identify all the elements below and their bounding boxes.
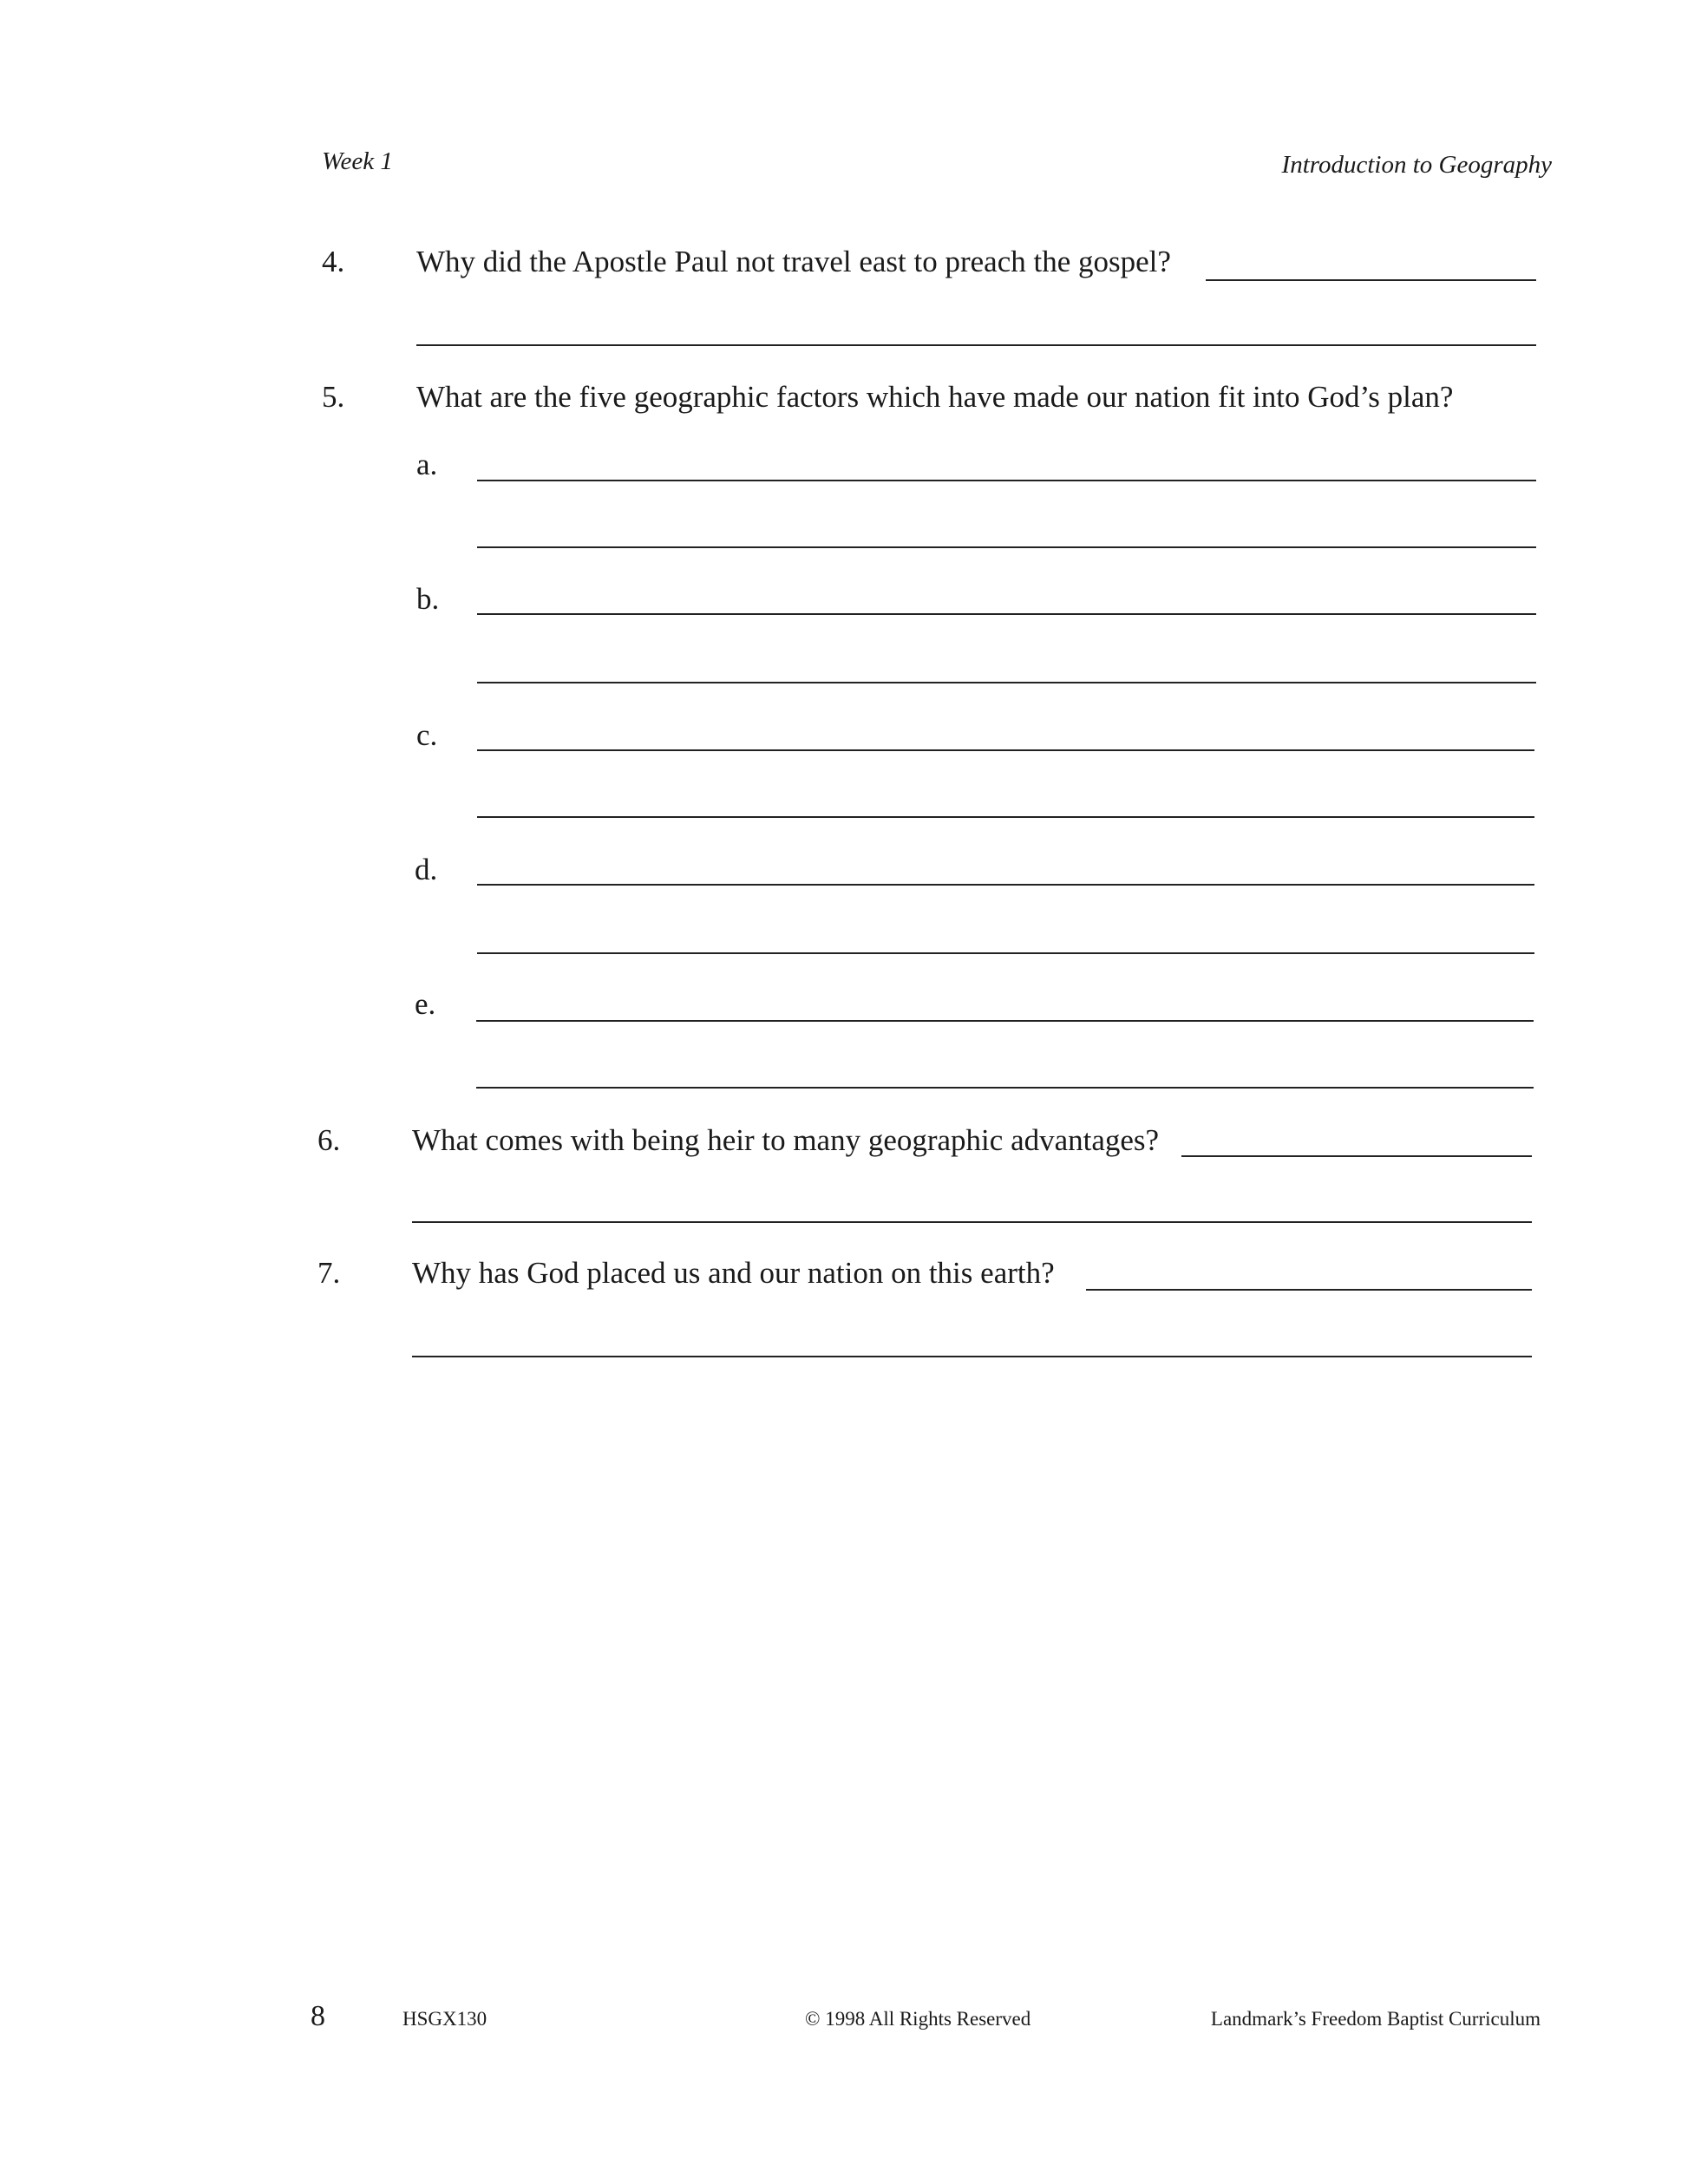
publisher: Landmark’s Freedom Baptist Curriculum xyxy=(1210,2008,1541,2030)
answer-line[interactable] xyxy=(477,546,1536,548)
answer-line[interactable] xyxy=(476,1020,1534,1022)
question-7-text: Why has God placed us and our nation on this earth? xyxy=(412,1256,1055,1290)
question-4-number: 4. xyxy=(322,245,345,278)
header-week: Week 1 xyxy=(322,147,393,175)
answer-line[interactable] xyxy=(1181,1155,1532,1157)
answer-line[interactable] xyxy=(412,1356,1532,1357)
course-code: HSGX130 xyxy=(402,2008,487,2030)
copyright: © 1998 All Rights Reserved xyxy=(805,2008,1031,2030)
answer-line[interactable] xyxy=(1206,279,1536,281)
answer-line[interactable] xyxy=(477,480,1536,481)
sub-label-a: a. xyxy=(416,448,438,481)
sub-label-b: b. xyxy=(416,582,440,616)
answer-line[interactable] xyxy=(1086,1289,1532,1291)
question-5-text: What are the five geographic factors which have made our nation fit into God’s plan? xyxy=(416,380,1454,414)
question-6-text: What comes with being heir to many geographic advantages? xyxy=(412,1123,1160,1157)
answer-line[interactable] xyxy=(412,1221,1532,1223)
answer-line[interactable] xyxy=(477,749,1534,751)
sub-label-c: c. xyxy=(416,718,438,752)
sub-label-d: d. xyxy=(415,853,438,886)
question-7-number: 7. xyxy=(317,1256,341,1290)
question-5-number: 5. xyxy=(322,380,345,414)
question-4-text: Why did the Apostle Paul not travel east to preach the gospel? xyxy=(416,245,1171,278)
answer-line[interactable] xyxy=(477,952,1534,954)
answer-line[interactable] xyxy=(476,1087,1534,1089)
answer-line[interactable] xyxy=(477,884,1534,886)
question-6-number: 6. xyxy=(317,1123,341,1157)
answer-line[interactable] xyxy=(416,344,1536,346)
answer-line[interactable] xyxy=(477,613,1536,615)
sub-label-e: e. xyxy=(415,987,436,1021)
page-number: 8 xyxy=(311,2000,325,2032)
header-title: Introduction to Geography xyxy=(1281,151,1552,179)
answer-line[interactable] xyxy=(477,816,1534,818)
answer-line[interactable] xyxy=(477,682,1536,683)
